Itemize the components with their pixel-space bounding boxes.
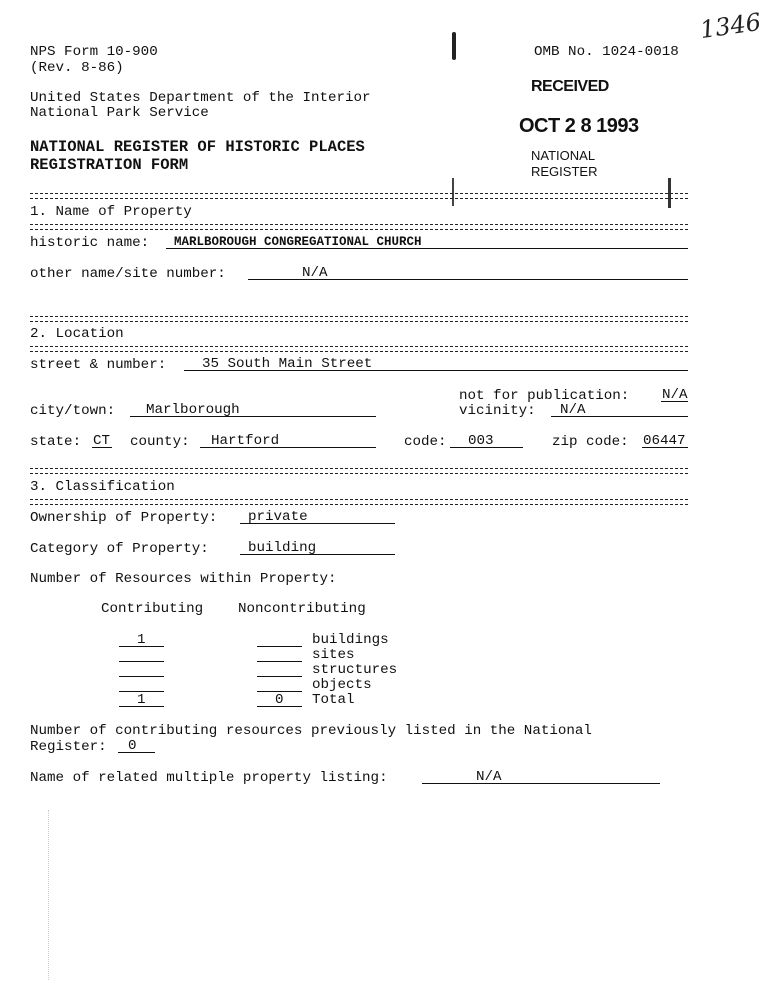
form-subtitle: REGISTRATION FORM <box>30 156 189 174</box>
multiple-property-field[interactable]: N/A <box>476 769 502 785</box>
noncontributing-column-header: Noncontributing <box>238 601 366 617</box>
handwritten-number: 1346 <box>698 7 763 45</box>
separator <box>30 346 688 352</box>
separator <box>30 193 688 199</box>
stamp-register: REGISTER <box>531 164 598 179</box>
resource-label: sites <box>312 647 355 663</box>
not-for-publication-field[interactable]: N/A <box>662 387 688 403</box>
ownership-field[interactable]: private <box>248 509 308 525</box>
previously-listed-field[interactable]: 0 <box>128 738 137 754</box>
city-field[interactable]: Marlborough <box>146 402 240 418</box>
resource-label: structures <box>312 662 398 678</box>
city-label: city/town: <box>30 403 116 419</box>
noncontributing-total[interactable]: 0 <box>275 692 284 708</box>
resource-label: objects <box>312 677 372 693</box>
department: United States Department of the Interior <box>30 90 371 106</box>
scan-mark <box>452 178 454 206</box>
county-field[interactable]: Hartford <box>211 433 280 449</box>
county-label: county: <box>130 434 190 450</box>
not-for-publication-label: not for publication: <box>459 388 630 404</box>
zip-label: zip code: <box>552 434 629 450</box>
noncontributing-line <box>257 646 302 647</box>
section-2-heading: 2. Location <box>30 326 124 342</box>
ownership-label: Ownership of Property: <box>30 510 218 526</box>
multiple-property-label: Name of related multiple property listing: <box>30 770 388 786</box>
scan-mark <box>452 32 456 60</box>
noncontributing-line <box>257 676 302 677</box>
state-field[interactable]: CT <box>93 433 111 449</box>
historic-name-label: historic name: <box>30 235 150 251</box>
other-name-field[interactable]: N/A <box>302 265 328 281</box>
noncontributing-line <box>257 661 302 662</box>
code-label: code: <box>404 434 447 450</box>
vicinity-label: vicinity: <box>459 403 536 419</box>
zip-field[interactable]: 06447 <box>643 433 686 449</box>
form-title: NATIONAL REGISTER OF HISTORIC PLACES <box>30 138 365 156</box>
other-name-label: other name/site number: <box>30 266 226 282</box>
section-3-heading: 3. Classification <box>30 479 175 495</box>
agency: National Park Service <box>30 105 209 121</box>
street-field[interactable]: 35 South Main Street <box>202 356 373 372</box>
historic-name-field[interactable]: MARLBOROUGH CONGREGATIONAL CHURCH <box>174 235 422 249</box>
category-field[interactable]: building <box>248 540 317 556</box>
resource-label: buildings <box>312 632 389 648</box>
form-revision: (Rev. 8-86) <box>30 60 124 76</box>
contributing-line <box>119 676 164 677</box>
previously-listed-label: Number of contributing resources previously listed in the National <box>30 723 592 739</box>
street-label: street & number: <box>30 357 167 373</box>
contributing-line <box>119 661 164 662</box>
resources-label: Number of Resources within Property: <box>30 571 337 587</box>
separator <box>30 468 688 474</box>
separator <box>30 224 688 230</box>
state-label: state: <box>30 434 82 450</box>
separator <box>30 316 688 322</box>
scan-artifact <box>48 810 50 980</box>
stamp-national: NATIONAL <box>531 148 596 163</box>
previously-listed-label-cont: Register: <box>30 739 107 755</box>
multiple-property-line <box>422 783 660 784</box>
omb-number: OMB No. 1024-0018 <box>534 44 679 60</box>
category-label: Category of Property: <box>30 541 209 557</box>
section-1-heading: 1. Name of Property <box>30 204 192 220</box>
received-stamp: RECEIVED <box>531 78 609 95</box>
received-date-stamp: OCT 2 8 1993 <box>519 115 639 137</box>
form-id: NPS Form 10-900 <box>30 44 158 60</box>
contributing-column-header: Contributing <box>101 601 204 617</box>
separator <box>30 499 688 505</box>
resource-label: Total <box>312 692 355 708</box>
vicinity-field[interactable]: N/A <box>560 402 586 418</box>
contributing-total[interactable]: 1 <box>137 692 146 708</box>
contributing-buildings[interactable]: 1 <box>137 632 146 648</box>
code-field[interactable]: 003 <box>468 433 494 449</box>
